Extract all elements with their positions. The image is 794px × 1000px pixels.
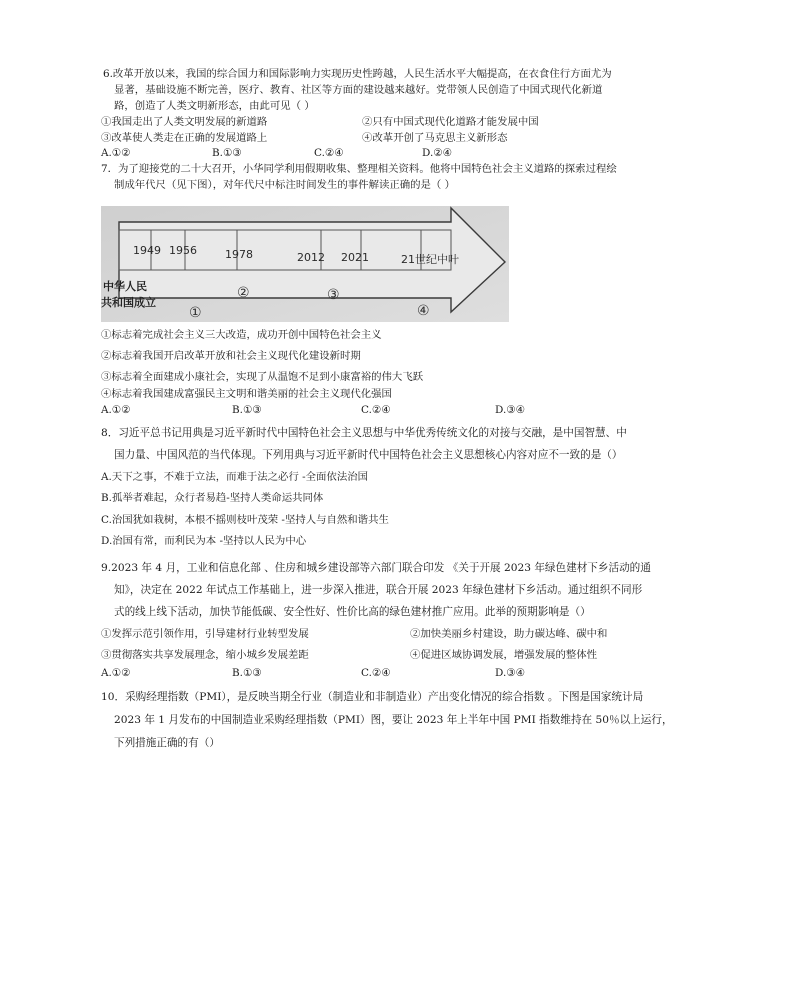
q6-option-c: C.②④ — [314, 147, 344, 159]
q9-option-a: A.①② — [101, 667, 131, 679]
q6-statement-1: ①我国走出了人类文明发展的新道路 — [101, 116, 268, 128]
q6-stem-line3: 路，创造了人类文明新形态，由此可见（ ） — [114, 100, 315, 112]
timeline-year-2012: 2012 — [297, 251, 325, 264]
q6-option-d: D.②④ — [422, 147, 452, 159]
q6-statement-4: ④改革开创了马克思主义新形态 — [362, 132, 508, 144]
timeline-marker-4: ④ — [417, 303, 430, 319]
q10-stem-line2: 2023 年 1 月发布的中国制造业采购经理指数（PMI）图，要让 2023 年上半年中国 PMI 指数维持在 50％以上运行， — [114, 714, 673, 726]
q8-option-c: C.治国犹如栽树，本根不摇则枝叶茂荣 -坚持人与自然和谐共生 — [101, 514, 389, 526]
q9-statement-3: ③贯彻落实共享发展理念，缩小城乡发展差距 — [101, 649, 309, 661]
q6-statement-2: ②只有中国式现代化道路才能发展中国 — [362, 116, 539, 128]
q9-stem-line3: 式的线上线下活动，加快节能低碳、安全性好、性价比高的绿色建材推广应用。此举的预期影响是（） — [114, 606, 591, 618]
timeline-figure — [101, 206, 509, 322]
timeline-year-2021: 2021 — [341, 251, 369, 264]
q8-option-b: B.孤举者难起，众行者易趋-坚持人类命运共同体 — [101, 492, 324, 504]
q7-statement-1: ①标志着完成社会主义三大改造，成功开创中国特色社会主义 — [101, 329, 382, 341]
q8-stem-line1: 8．习近平总书记用典是习近平新时代中国特色社会主义思想与中华优秀传统文化的对接与交融，是中国智慧、中 — [101, 427, 627, 439]
q10-stem-line1: 10．采购经理指数（PMI），是反映当期全行业（制造业和非制造业）产出变化情况的综合指数 。下图是国家统计局 — [101, 691, 644, 703]
timeline-label-line1: 中华人民 — [103, 280, 147, 293]
q9-stem-line2: 知》，决定在 2022 年试点工作基础上，进一步深入推进，联合开展 2023 年绿色建材下乡活动。通过组织不同形 — [114, 584, 643, 596]
q8-option-d: D.治国有常，而利民为本 -坚持以人民为中心 — [101, 535, 307, 547]
timeline-marker-2: ② — [237, 285, 250, 301]
q6-stem-line2: 显著，基础设施不断完善，医疗、教育、社区等方面的建设越来越好。党带领人民创造了中国式现代化新道 — [114, 84, 603, 96]
q7-stem-line2: 制成年代尺（见下图），对年代尺中标注时间发生的事件解读正确的是（ ） — [114, 179, 455, 191]
q6-option-b: B.①③ — [212, 147, 242, 159]
q7-stem-line1: 7．为了迎接党的二十大召开，小华同学利用假期收集、整理相关资料。他将中国特色社会主义道路的探索过程绘 — [101, 163, 617, 175]
timeline-label-line2: 共和国成立 — [101, 296, 156, 309]
q8-stem-line2: 国力量、中国风范的当代体现。下列用典与习近平新时代中国特色社会主义思想核心内容对应不一致的是（） — [114, 449, 623, 461]
q9-option-b: B.①③ — [232, 667, 262, 679]
q9-stem-line1: 9.2023 年 4 月，工业和信息化部 、住房和城乡建设部等六部门联合印发 《关于开展 2023 年绿色建材下乡活动的通 — [101, 562, 651, 574]
q9-statement-4: ④促进区域协调发展，增强发展的整体性 — [410, 649, 598, 661]
q9-statement-2: ②加快美丽乡村建设，助力碳达峰、碳中和 — [410, 628, 608, 640]
q6-statement-3: ③改革使人类走在正确的发展道路上 — [101, 132, 268, 144]
q7-option-b: B.①③ — [232, 404, 262, 416]
timeline-arrow-graphic — [101, 206, 509, 322]
q9-option-c: C.②④ — [361, 667, 391, 679]
q7-statement-3: ③标志着全面建成小康社会，实现了从温饱不足到小康富裕的伟大飞跃 — [101, 371, 424, 383]
q6-stem-line1: 6.改革开放以来，我国的综合国力和国际影响力实现历史性跨越，人民生活水平大幅提高，在衣食住行方面尤为 — [103, 68, 612, 80]
q9-statement-1: ①发挥示范引领作用，引导建材行业转型发展 — [101, 628, 309, 640]
q7-option-a: A.①② — [101, 404, 131, 416]
q7-statement-4: ④标志着我国建成富强民主文明和谐美丽的社会主义现代化强国 — [101, 388, 392, 400]
timeline-year-1956: 1956 — [169, 244, 197, 257]
q9-option-d: D.③④ — [495, 667, 525, 679]
q6-option-a: A.①② — [101, 147, 131, 159]
q7-option-d: D.③④ — [495, 404, 525, 416]
q10-stem-line3: 下列措施正确的有（） — [114, 737, 220, 749]
timeline-year-1949: 1949 — [133, 244, 161, 257]
timeline-year-mid-21st-century: 21世纪中叶 — [401, 253, 459, 266]
q8-option-a: A.天下之事，不难于立法，而难于法之必行 -全面依法治国 — [101, 471, 368, 483]
timeline-marker-3: ③ — [327, 287, 340, 303]
q7-statement-2: ②标志着我国开启改革开放和社会主义现代化建设新时期 — [101, 350, 361, 362]
timeline-marker-1: ① — [189, 305, 202, 321]
q7-option-c: C.②④ — [361, 404, 391, 416]
timeline-year-1978: 1978 — [225, 248, 253, 261]
